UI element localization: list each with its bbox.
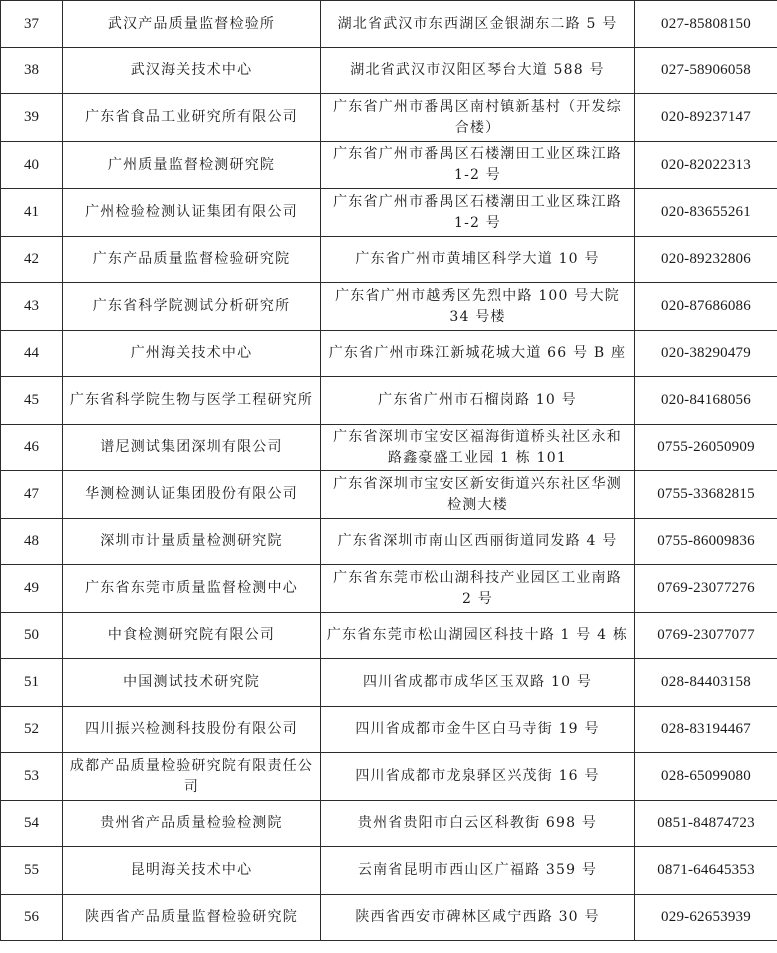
institution-name: 昆明海关技术中心 [63, 847, 321, 895]
institution-address: 四川省成都市龙泉驿区兴茂街 16 号 [321, 753, 635, 801]
institution-name: 广东省食品工业研究所有限公司 [63, 94, 321, 142]
institution-name: 武汉海关技术中心 [63, 48, 321, 94]
table-body [1, 1, 777, 941]
table-row [1, 659, 777, 707]
institution-name: 谱尼测试集团深圳有限公司 [63, 425, 321, 471]
row-number: 37 [1, 1, 63, 48]
institution-phone: 029-62653939 [635, 895, 777, 941]
institution-phone: 028-65099080 [635, 753, 777, 801]
institution-address: 贵州省贵阳市白云区科教街 698 号 [321, 801, 635, 847]
institution-name: 四川振兴检测科技股份有限公司 [63, 707, 321, 753]
table-row [1, 331, 777, 377]
table-row [1, 847, 777, 895]
row-number: 45 [1, 377, 63, 425]
institution-address: 广东省东莞市松山湖园区科技十路 1 号 4 栋 [321, 613, 635, 659]
row-number: 47 [1, 471, 63, 519]
institution-address: 广东省广州市越秀区先烈中路 100 号大院 34 号楼 [321, 283, 635, 331]
institution-address: 四川省成都市金牛区白马寺街 19 号 [321, 707, 635, 753]
table-row [1, 707, 777, 753]
row-number: 40 [1, 142, 63, 189]
institution-address: 广东省广州市黄埔区科学大道 10 号 [321, 237, 635, 283]
table-row [1, 471, 777, 519]
table-row [1, 425, 777, 471]
institution-address: 广东省广州市石榴岗路 10 号 [321, 377, 635, 425]
institution-name: 广东产品质量监督检验研究院 [63, 237, 321, 283]
row-number: 52 [1, 707, 63, 753]
institution-address: 广东省东莞市松山湖科技产业园区工业南路 2 号 [321, 565, 635, 613]
institution-phone: 0871-64645353 [635, 847, 777, 895]
institution-phone: 027-85808150 [635, 1, 777, 48]
institution-address: 广东省广州市珠江新城花城大道 66 号 B 座 [321, 331, 635, 377]
row-number: 49 [1, 565, 63, 613]
institution-address: 广东省深圳市宝安区福海街道桥头社区永和路鑫豪盛工业园 1 栋 101 [321, 425, 635, 471]
institution-address: 陕西省西安市碑林区咸宁西路 30 号 [321, 895, 635, 941]
row-number: 42 [1, 237, 63, 283]
institution-address: 广东省深圳市宝安区新安街道兴东社区华测检测大楼 [321, 471, 635, 519]
institution-name: 广东省科学院生物与医学工程研究所 [63, 377, 321, 425]
row-number: 38 [1, 48, 63, 94]
institution-name: 陕西省产品质量监督检验研究院 [63, 895, 321, 941]
institution-phone: 020-38290479 [635, 331, 777, 377]
row-number: 53 [1, 753, 63, 801]
row-number: 48 [1, 519, 63, 565]
institution-address: 广东省广州市番禺区石楼潮田工业区珠江路 1-2 号 [321, 142, 635, 189]
institution-phone: 028-84403158 [635, 659, 777, 707]
row-number: 39 [1, 94, 63, 142]
institution-name: 广州检验检测认证集团有限公司 [63, 189, 321, 237]
row-number: 50 [1, 613, 63, 659]
institution-address: 广东省广州市番禺区南村镇新基村（开发综合楼） [321, 94, 635, 142]
table-row [1, 189, 777, 237]
institution-name: 中国测试技术研究院 [63, 659, 321, 707]
table-row [1, 895, 777, 941]
row-number: 51 [1, 659, 63, 707]
institution-phone: 020-89237147 [635, 94, 777, 142]
institution-name: 广州质量监督检测研究院 [63, 142, 321, 189]
row-number: 46 [1, 425, 63, 471]
table-row [1, 613, 777, 659]
institution-name: 中食检测研究院有限公司 [63, 613, 321, 659]
institution-name: 成都产品质量检验研究院有限责任公司 [63, 753, 321, 801]
table-row [1, 237, 777, 283]
institution-phone: 020-82022313 [635, 142, 777, 189]
institution-phone: 020-89232806 [635, 237, 777, 283]
institution-phone: 020-83655261 [635, 189, 777, 237]
institution-phone: 020-84168056 [635, 377, 777, 425]
institution-phone: 0755-86009836 [635, 519, 777, 565]
table-row [1, 753, 777, 801]
institution-name: 广东省科学院测试分析研究所 [63, 283, 321, 331]
institution-address: 湖北省武汉市汉阳区琴台大道 588 号 [321, 48, 635, 94]
institution-address: 湖北省武汉市东西湖区金银湖东二路 5 号 [321, 1, 635, 48]
institution-address: 云南省昆明市西山区广福路 359 号 [321, 847, 635, 895]
table-row [1, 519, 777, 565]
institution-address: 广东省深圳市南山区西丽街道同发路 4 号 [321, 519, 635, 565]
institution-name: 华测检测认证集团股份有限公司 [63, 471, 321, 519]
institution-name: 广东省东莞市质量监督检测中心 [63, 565, 321, 613]
table-row [1, 142, 777, 189]
table-row [1, 48, 777, 94]
table-row [1, 565, 777, 613]
institution-phone: 028-83194467 [635, 707, 777, 753]
row-number: 43 [1, 283, 63, 331]
institution-name: 武汉产品质量监督检验所 [63, 1, 321, 48]
table-row [1, 283, 777, 331]
institution-phone: 020-87686086 [635, 283, 777, 331]
table-row [1, 94, 777, 142]
institution-phone: 027-58906058 [635, 48, 777, 94]
institution-phone: 0769-23077276 [635, 565, 777, 613]
institution-phone: 0755-33682815 [635, 471, 777, 519]
row-number: 54 [1, 801, 63, 847]
institution-name: 广州海关技术中心 [63, 331, 321, 377]
table-row [1, 801, 777, 847]
row-number: 44 [1, 331, 63, 377]
row-number: 56 [1, 895, 63, 941]
row-number: 41 [1, 189, 63, 237]
table-row [1, 377, 777, 425]
institution-phone: 0851-84874723 [635, 801, 777, 847]
institution-phone: 0769-23077077 [635, 613, 777, 659]
institution-address: 广东省广州市番禺区石楼潮田工业区珠江路 1-2 号 [321, 189, 635, 237]
institution-address: 四川省成都市成华区玉双路 10 号 [321, 659, 635, 707]
row-number: 55 [1, 847, 63, 895]
institution-name: 贵州省产品质量检验检测院 [63, 801, 321, 847]
table-row [1, 1, 777, 48]
institution-phone: 0755-26050909 [635, 425, 777, 471]
institution-name: 深圳市计量质量检测研究院 [63, 519, 321, 565]
